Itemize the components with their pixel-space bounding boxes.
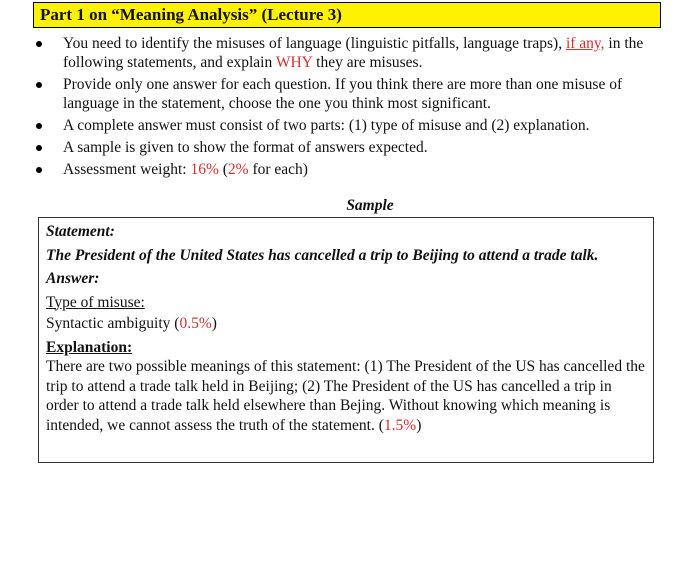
if-any-text: if any, (565, 35, 605, 52)
explanation-label: Explanation: (46, 338, 133, 356)
list-item: Provide only one answer for each question. If you think there are more than one misuse of language in the statement, choose the one you think most significant. (28, 75, 668, 113)
section-title (33, 2, 661, 28)
list-item: A sample is given to show the format of answers expected. (28, 138, 668, 157)
bullet-icon (36, 123, 42, 129)
list-item: Assessment weight: 16% (2% for each) (28, 160, 668, 179)
section-title-text: Part 1 on “Meaning Analysis” (Lecture 3) (40, 5, 342, 24)
type-label: Type of misuse: (46, 293, 145, 311)
why-text: WHY (275, 54, 313, 71)
bullet-icon (36, 41, 42, 47)
answer-label: Answer: (46, 270, 100, 287)
statement-label: Statement: (46, 223, 115, 240)
per-item-weight: 2% (227, 161, 249, 178)
total-weight: 16% (190, 161, 219, 178)
list-item: You need to identify the misuses of language (linguistic pitfalls, language traps), if any, in the following statements, and explain WHY they are misuses. (28, 34, 668, 72)
sample-heading: Sample (346, 197, 394, 214)
bullet-icon (36, 167, 42, 173)
statement-text: The President of the United States has cancelled a trip to Beijing to attend a trade talk. (46, 246, 599, 264)
list-item: A complete answer must consist of two parts: (1) type of misuse and (2) explanation. (28, 116, 668, 135)
type-value: Syntactic ambiguity (0.5%) (46, 315, 217, 332)
instruction-list (28, 34, 668, 182)
bullet-icon (36, 82, 42, 88)
sample-box (38, 217, 654, 463)
explanation-text: There are two possible meanings of this statement: (1) The President of the US has cancelled the trip to attend a trade talk held in Beijing; (2) The President of the US has cancelled a trip in order to attend a trade talk held elsewhere than Bejing. Without knowing which meaning is intended, we cannot assess the truth of the statement. (1.5%) (46, 358, 645, 434)
bullet-icon (36, 145, 42, 151)
